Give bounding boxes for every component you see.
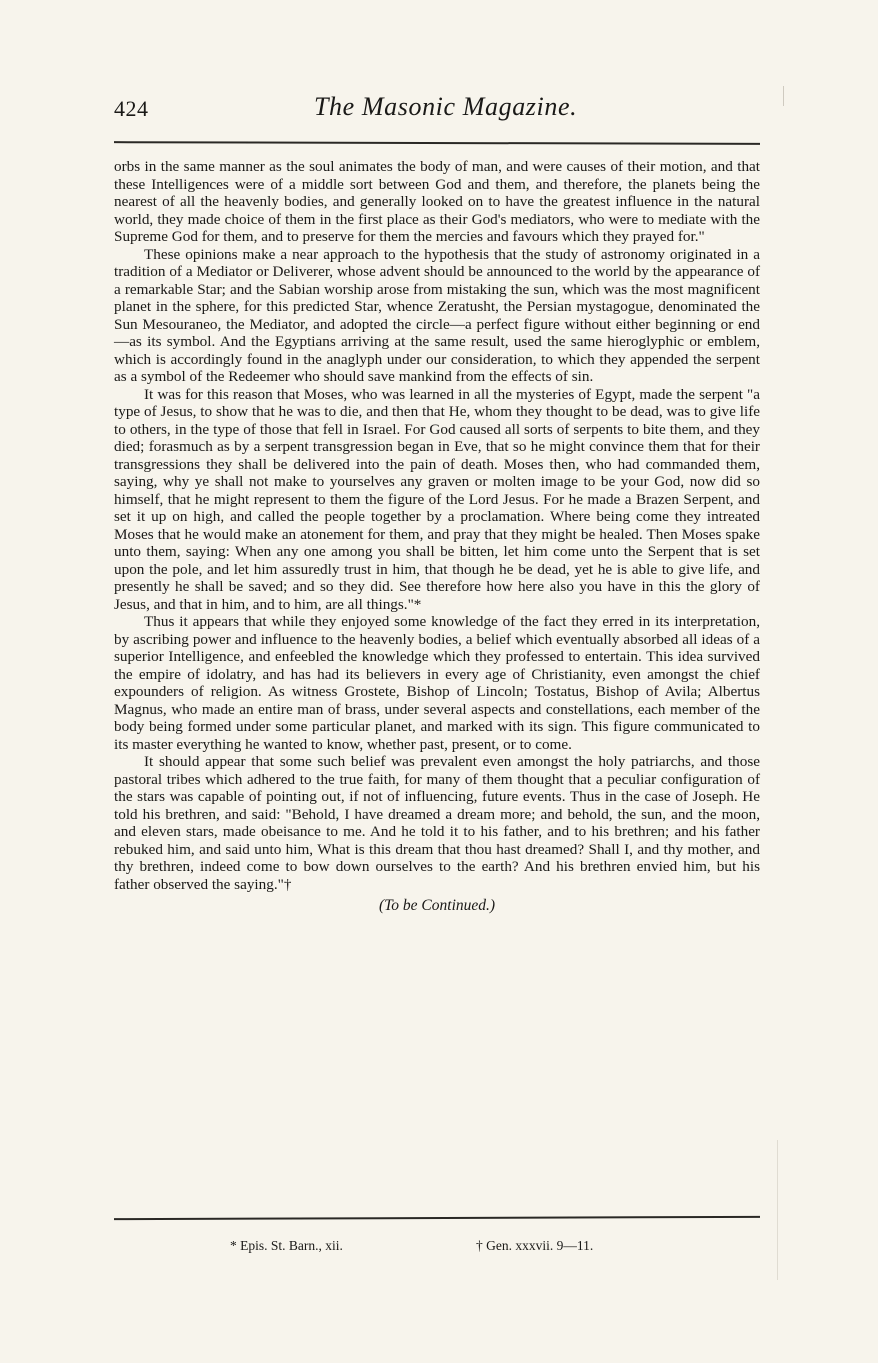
header-rule — [114, 141, 760, 145]
paragraph-4: Thus it appears that while they enjoyed some knowledge of the fact they erred in its interpretation, by ascribing power and influence to the heavenly bodies, a belief which eventually absorbed all ideas of a superior Intelligence, and enfeebled the knowledge which they professed to entertain. This idea survived the empire of idolatry, and has had its believers in every age of Christianity, even amongst the chief expounders of religion. As witness Grostete, Bishop of Lincoln; Tostatus, Bishop of Avila; Albertus Magnus, who made an entire man of brass, under several aspects and constellations, each member of the body being formed under some particular planet, and marked with its sign. This figure communicated to its master everything he wanted to know, whether past, present, or to come. — [114, 613, 760, 753]
footnote-rule — [114, 1216, 760, 1220]
footnote-epis-barn: * Epis. St. Barn., xii. — [230, 1238, 343, 1253]
footnote-genesis: † Gen. xxxvii. 9—11. — [476, 1238, 594, 1253]
paragraph-2: These opinions make a near approach to the hypothesis that the study of astronomy originated in a tradition of a Mediator or Deliverer, whose advent should be announced to the world by the appearance of a remarkable Star; and the Sabian worship arose from mistaking the sun, which was the most magnificent planet in the sphere, for this predicted Star, whence Zeratusht, the Persian mystagogue, denominated the Sun Mesouraneo, the Mediator, and adopted the circle—a perfect figure without either beginning or end—as its symbol. And the Egyptians arriving at the same result, used the same hieroglyphic or emblem, which is accordingly found in the anaglyph under our consideration, to which they appended the serpent as a symbol of the Redeemer who should save mankind from the effects of sin. — [114, 245, 760, 385]
page-number: 424 — [114, 96, 149, 121]
article-body — [114, 158, 760, 915]
paragraph-1: orbs in the same manner as the soul animates the body of man, and were causes of their motion, and that these Intelligences were of a middle sort between God and them, and therefore, the planets being the nearest of all the heavenly bodies, and generally looked on to have the greatest influence in the natural world, they made choice of them in the first place as their God's mediators, who were to mediate with the Supreme God for them, and to preserve for them the mercies and favours which they prayed for." — [114, 158, 760, 245]
page-edge-mark — [783, 86, 784, 106]
paragraph-3: It was for this reason that Moses, who was learned in all the mysteries of Egypt, made the serpent "a type of Jesus, to show that he was to die, and then that He, whom they thought to be dead, was to give life to others, in the type of those that fell in Israel. For God caused all sorts of serpents to bite them, and they died; forasmuch as by a serpent transgression began in Eve, that so he might convince them that for their transgressions they shall be delivered into the pain of death. Moses then, who had commanded them, saying, why ye shall not make to yourselves any graven or molten image to be your God, now did so himself, that he might represent to them the figure of the Lord Jesus. For he made a Brazen Serpent, and set it up on high, and called the people together by a proclamation. Where being come they intreated Moses that he would make an atonement for them, and pray that they might be healed. Then Moses spake unto them, saying: When any one among you shall be bitten, let him come unto the Serpent that is set upon the pole, and let him assuredly trust in him, that though he be dead, yet he is able to give life, and presently he shall be saved; and so they did. See therefore how here also you have in this the glory of Jesus, and that in him, and to him, are all things."* — [114, 385, 760, 613]
to-be-continued: (To be Continued.) — [378, 897, 496, 914]
page-edge-shadow — [777, 1140, 778, 1280]
running-title: The Masonic Magazine. — [314, 92, 578, 121]
paragraph-5: It should appear that some such belief was prevalent even amongst the holy patriarchs, and those pastoral tribes which adhered to the true faith, for many of them thought that a peculiar configuration of the stars was capable of pointing out, if not of influencing, future events. Thus in the case of Joseph. He told his brethren, and said: "Behold, I have dreamed a dream more; and behold, the sun, and the moon, and eleven stars, made obeisance to me. And he told it to his father, and to his brethren; and his father rebuked him, and said unto him, What is this dream that thou hast dreamed? Shall I, and thy mother, and thy brethren, indeed come to bow down ourselves to the earth? And his brethren envied him, but his father observed the saying."† — [114, 753, 760, 893]
